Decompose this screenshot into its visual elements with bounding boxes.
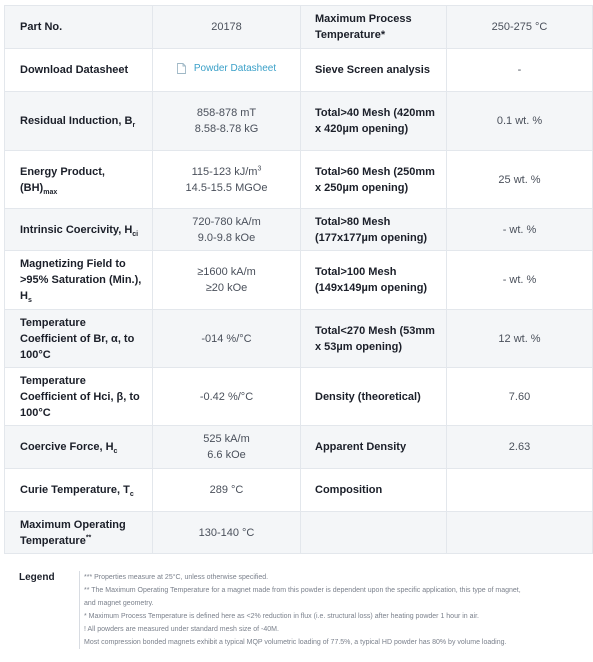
row-label: Temperature Coefficient of Br, α, to 100°C bbox=[5, 310, 153, 368]
table-row bbox=[5, 6, 593, 49]
row-label: Energy Product, $(BH)_{max}$ bbox=[5, 151, 153, 209]
row-label: Total<270 Mesh (53mm x 53µm opening) bbox=[301, 310, 447, 368]
legend-title: Legend bbox=[19, 572, 55, 583]
row-value: 0.1 wt. % bbox=[447, 92, 593, 151]
row-label: Total>80 Mesh (177x177µm opening) bbox=[301, 209, 447, 251]
table-row bbox=[5, 49, 593, 92]
row-label: Maximum Process Temperature* bbox=[301, 6, 447, 49]
legend-note: ** The Maximum Operating Temperature for a magnet made from this powder is dependent upon the specific application, this type of magnet, bbox=[84, 587, 521, 594]
row-label: Magnetizing Field to >95% Saturation (Min.), $H_s$ bbox=[5, 251, 153, 310]
row-label: Density (theoretical) bbox=[301, 368, 447, 426]
row-label: Sieve Screen analysis bbox=[301, 49, 447, 92]
datasheet-cell bbox=[153, 49, 301, 92]
row-label: Intrinsic Coercivity, $H_{ci}$ bbox=[5, 209, 153, 251]
row-value bbox=[447, 469, 593, 512]
table-row bbox=[5, 251, 593, 310]
powder-datasheet-label: Powder Datasheet bbox=[193, 62, 277, 74]
row-value: 115-123 $kJ/m^3$ 14.5-15.5 MGOe bbox=[153, 151, 301, 209]
row-label: Coercive Force, $H_c$ bbox=[5, 426, 153, 469]
table-row bbox=[5, 310, 593, 368]
row-label: Total>40 Mesh (420mm x 420µm opening) bbox=[301, 92, 447, 151]
legend-note: Most compression bonded magnets exhibit a typical MQP volumetric loading of 77.5%, a typical HD powder has 80% by volume loading. bbox=[84, 639, 507, 646]
row-label: Apparent Density bbox=[301, 426, 447, 469]
powder-datasheet-link[interactable] bbox=[177, 61, 276, 77]
legend-note: and magnet geometry. bbox=[84, 600, 154, 607]
legend-note: *** Properties measure at 25°C, unless otherwise specified. bbox=[84, 574, 269, 581]
table-row bbox=[5, 151, 593, 209]
row-value: 20178 bbox=[153, 6, 301, 49]
row-label: Part No. bbox=[5, 6, 153, 49]
row-value: 525 kA/m 6.6 kOe bbox=[153, 426, 301, 469]
row-label: Total>60 Mesh (250mm x 250µm opening) bbox=[301, 151, 447, 209]
legend-note: * Maximum Process Temperature is defined here as <2% reduction in flux (i.e. structural loss) after heating powder 1 hour in air. bbox=[84, 613, 479, 620]
row-value: 130-140 °C bbox=[153, 512, 301, 554]
legend bbox=[4, 566, 592, 648]
row-label: Download Datasheet bbox=[5, 49, 153, 92]
row-value: -0.42 %/°C bbox=[153, 368, 301, 426]
row-value: 289 °C bbox=[153, 469, 301, 512]
table-row bbox=[5, 368, 593, 426]
legend-note: ! All powders are measured under standard mesh size of -40M. bbox=[84, 626, 279, 633]
legend-notes bbox=[79, 571, 593, 649]
row-label bbox=[301, 512, 447, 554]
row-label: Composition bbox=[301, 469, 447, 512]
row-label: Curie Temperature, $T_c$ bbox=[5, 469, 153, 512]
row-label: Temperature Coefficient of Hci, β, to 100°C bbox=[5, 368, 153, 426]
row-label: Total>100 Mesh (149x149µm opening) bbox=[301, 251, 447, 310]
row-value: ≥1600 kA/m ≥20 kOe bbox=[153, 251, 301, 310]
row-value: - bbox=[447, 49, 593, 92]
row-value: 25 wt. % bbox=[447, 151, 593, 209]
row-value bbox=[447, 512, 593, 554]
row-value: 12 wt. % bbox=[447, 310, 593, 368]
table-row bbox=[5, 469, 593, 512]
row-value: 720-780 kA/m 9.0-9.8 kOe bbox=[153, 209, 301, 251]
row-value: 858-878 mT 8.58-8.78 kG bbox=[153, 92, 301, 151]
properties-table bbox=[4, 5, 593, 554]
row-value: 7.60 bbox=[447, 368, 593, 426]
table-row bbox=[5, 92, 593, 151]
row-value: -014 %/°C bbox=[153, 310, 301, 368]
table-row bbox=[5, 209, 593, 251]
row-value: - wt. % bbox=[447, 209, 593, 251]
table-row bbox=[5, 512, 593, 554]
row-label: Maximum Operating Temperature** bbox=[5, 512, 153, 554]
row-value: - wt. % bbox=[447, 251, 593, 310]
row-value: 2.63 bbox=[447, 426, 593, 469]
row-label: Residual Induction, $B_r$ bbox=[5, 92, 153, 151]
table-row bbox=[5, 426, 593, 469]
row-value: 250-275 °C bbox=[447, 6, 593, 49]
document-icon bbox=[177, 63, 186, 74]
